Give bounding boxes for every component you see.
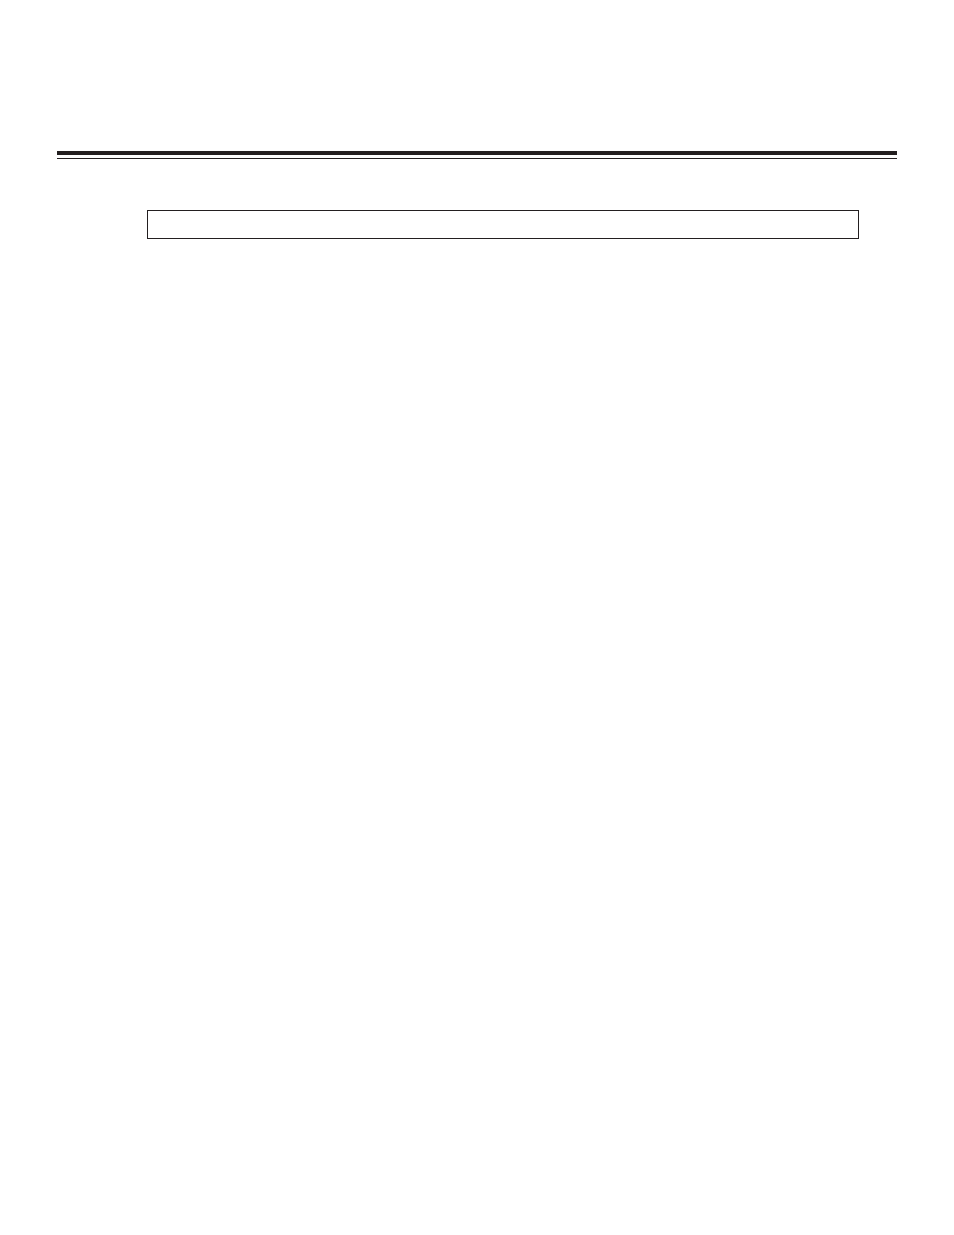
header-rule-thin	[57, 158, 897, 159]
register-bit-cells	[147, 210, 859, 239]
header-rule-thick	[57, 151, 897, 155]
